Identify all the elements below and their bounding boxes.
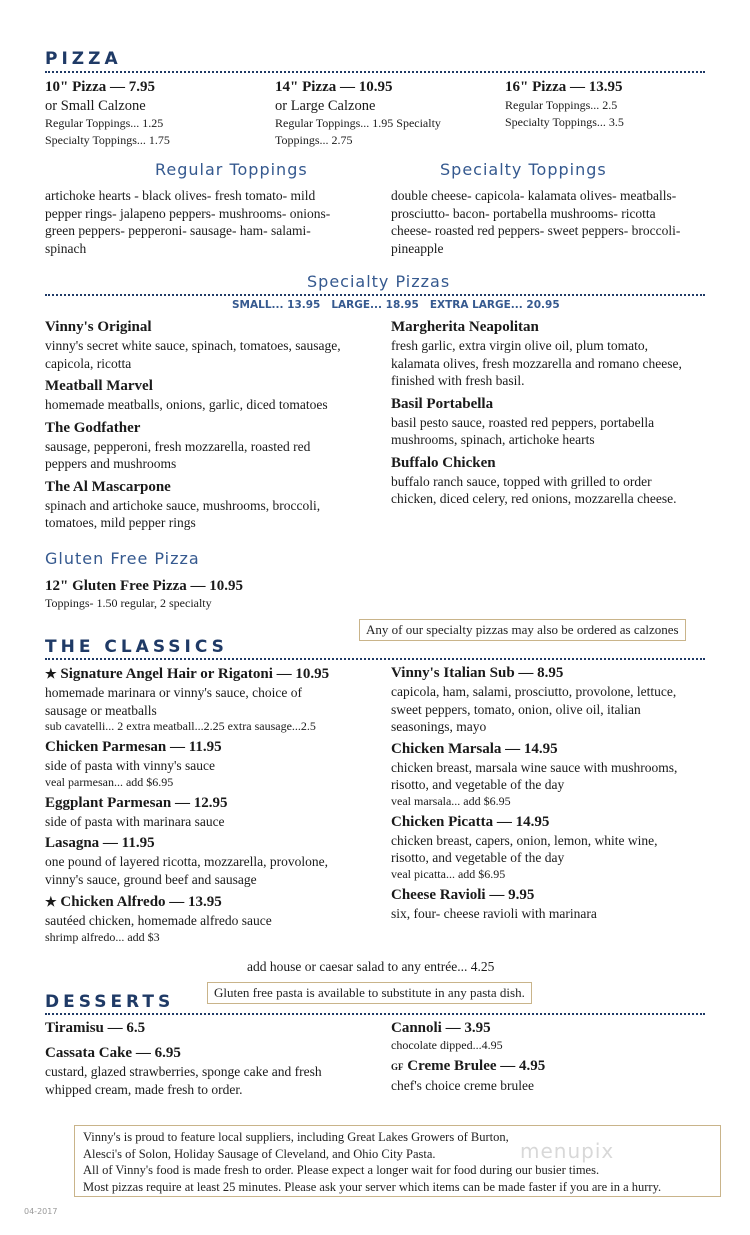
divider: [45, 71, 705, 73]
pizza-size-14: [275, 78, 441, 149]
size-name: 14" Pizza — 10.95: [275, 79, 393, 95]
menu-item: [45, 377, 365, 414]
item-name: Basil Portabella: [391, 395, 494, 412]
topping-line: green peppers- pepperoni- sausage- ham- salami-: [45, 223, 311, 238]
item-name: Eggplant Parmesan — 12.95: [45, 794, 228, 811]
classics-right-column: [391, 664, 721, 922]
item-desc: capicola, ham, salami, prosciutto, provolone, lettuce,: [391, 684, 677, 699]
menu-item: [45, 738, 380, 790]
item-name: Vinny's Italian Sub — 8.95: [391, 665, 564, 681]
item-note: veal parmesan... add $6.95: [45, 774, 174, 789]
specialty-left-column: [45, 318, 365, 532]
gluten-free-tag: GF: [391, 1062, 404, 1072]
suppliers-notice: [74, 1125, 721, 1197]
menu-item: [391, 740, 721, 809]
menu-item: [391, 813, 721, 882]
item-desc: seasonings, mayo: [391, 719, 487, 734]
size-alt: or Small Calzone: [45, 98, 146, 114]
date-code: 04-2017: [24, 1207, 58, 1216]
notice-line: Most pizzas require at least 25 minutes. Please ask your server which items can be made faster if you are in a hurry.: [83, 1179, 662, 1194]
topping-line: spinach: [45, 240, 87, 256]
size-name: 10" Pizza — 7.95: [45, 79, 155, 95]
regular-toppings-list: [45, 187, 330, 257]
item-name: Chicken Picatta — 14.95: [391, 813, 550, 830]
desserts-right-column: [391, 1019, 545, 1095]
menu-item: [391, 886, 721, 923]
item-name: 12" Gluten Free Pizza — 10.95: [45, 578, 244, 594]
specialty-toppings-list: [391, 187, 680, 257]
size-reg: Regular Toppings... 1.25: [45, 116, 164, 130]
item-desc: whipped cream, made fresh to order.: [45, 1081, 243, 1097]
item-desc: sautéed chicken, homemade alfredo sauce: [45, 913, 272, 928]
size-spec: Toppings... 2.75: [275, 133, 353, 147]
item-desc: risotto, and vegetable of the day: [391, 850, 565, 865]
item-desc: risotto, and vegetable of the day: [391, 777, 565, 792]
item-desc: buffalo ranch sauce, topped with grilled to order: [391, 473, 652, 489]
item-name: Tiramisu — 6.5: [45, 1020, 146, 1036]
divider: [45, 294, 705, 296]
pizza-heading: PIZZA: [45, 49, 122, 69]
desserts-left-column: [45, 1019, 322, 1098]
item-name: Chicken Parmesan — 11.95: [45, 739, 222, 755]
notice-line: All of Vinny's food is made fresh to order. Please expect a longer wait for food during our busier times.: [83, 1163, 600, 1177]
item-name: Meatball Marvel: [45, 378, 153, 394]
item-desc: vinny's sauce, ground beef and sausage: [45, 871, 257, 887]
menu-item: [391, 454, 711, 508]
item-name: Cannoli — 3.95: [391, 1020, 491, 1036]
item-name: Creme Brulee — 4.95: [407, 1058, 546, 1074]
topping-line: pepper rings- jalapeno peppers- mushrooms- onions-: [45, 205, 331, 221]
menu-item: [391, 395, 711, 449]
specialty-sizes: SMALL... 13.95 LARGE... 18.95 EXTRA LARGE... 20.95: [232, 299, 560, 311]
item-note: sub cavatelli... 2 extra meatball...2.25 extra sausage...2.5: [45, 719, 316, 733]
topping-line: double cheese- capicola- kalamata olives- meatballs-: [391, 188, 677, 203]
desserts-heading: DESSERTS: [45, 992, 175, 1012]
gluten-free-heading: Gluten Free Pizza: [45, 549, 200, 568]
item-note: veal marsala... add $6.95: [391, 793, 511, 808]
item-desc: chicken breast, capers, onion, lemon, white wine,: [391, 832, 658, 848]
specialty-pizzas-heading: Specialty Pizzas: [307, 272, 451, 291]
menu-item: [45, 318, 365, 372]
item-desc: chicken, diced celery, red onions, mozzarella cheese.: [391, 491, 677, 506]
item-name: The Al Mascarpone: [45, 478, 171, 495]
item-desc: tomatoes, mild pepper rings: [45, 515, 196, 530]
menu-item: [45, 664, 380, 734]
item-desc: Toppings- 1.50 regular, 2 specialty: [45, 596, 212, 610]
size-spec: Specialty Toppings... 3.5: [505, 115, 624, 129]
item-desc: homemade marinara or vinny's sauce, choice of: [45, 685, 302, 700]
specialty-toppings-heading: Specialty Toppings: [440, 160, 607, 179]
item-name: The Godfather: [45, 419, 141, 436]
item-desc: capicola, ricotta: [45, 355, 132, 371]
notice-line: Alesci's of Solon, Holiday Sausage of Cleveland, and Ohio City Pasta.: [83, 1146, 436, 1161]
item-name: Chicken Alfredo — 13.95: [60, 894, 222, 910]
gluten-free-item: [45, 577, 243, 611]
topping-line: pineapple: [391, 240, 444, 256]
size-reg: Regular Toppings... 2.5: [505, 98, 618, 112]
item-desc: homemade meatballs, onions, garlic, diced tomatoes: [45, 397, 328, 412]
menu-item: [45, 834, 380, 888]
item-name: Margherita Neapolitan: [391, 319, 539, 335]
star-icon: ★: [45, 666, 57, 681]
item-name: Buffalo Chicken: [391, 454, 496, 471]
item-desc: kalamata olives, fresh mozzarella and romano cheese,: [391, 355, 682, 371]
divider: [45, 658, 705, 660]
item-desc: chef's choice creme brulee: [391, 1078, 534, 1093]
topping-line: prosciutto- bacon- portabella mushrooms- ricotta: [391, 205, 656, 221]
item-desc: basil pesto sauce, roasted red peppers, portabella: [391, 414, 655, 430]
menu-item: [391, 318, 711, 390]
topping-line: artichoke hearts - black olives- fresh tomato- mild: [45, 188, 316, 203]
menu-item: [45, 794, 380, 831]
calzone-note: Any of our specialty pizzas may also be ordered as calzones: [359, 619, 686, 641]
item-desc: one pound of layered ricotta, mozzarella, provolone,: [45, 854, 329, 869]
gf-pasta-note: Gluten free pasta is available to substitute in any pasta dish.: [207, 982, 532, 1004]
item-desc: sweet peppers, tomato, onion, olive oil, italian: [391, 701, 641, 717]
item-name: Chicken Marsala — 14.95: [391, 740, 558, 757]
size-reg: Regular Toppings... 1.95 Specialty: [275, 116, 441, 130]
notice-line: Vinny's is proud to feature local suppliers, including Great Lakes Growers of Burton,: [83, 1130, 509, 1144]
item-desc: six, four- cheese ravioli with marinara: [391, 905, 597, 921]
classics-heading: THE CLASSICS: [45, 637, 228, 657]
pizza-size-10: [45, 78, 170, 149]
menu-item: [45, 478, 365, 532]
size-name: 16" Pizza — 13.95: [505, 79, 623, 95]
classics-left-column: [45, 664, 380, 945]
item-name: Vinny's Original: [45, 319, 152, 335]
item-desc: mushrooms, spinach, artichoke hearts: [391, 432, 595, 447]
item-desc: finished with fresh basil.: [391, 373, 525, 388]
item-desc: vinny's secret white sauce, spinach, tomatoes, sausage,: [45, 338, 341, 353]
salad-note: add house or caesar salad to any entrée... 4.25: [247, 959, 495, 974]
regular-toppings-heading: Regular Toppings: [155, 160, 308, 179]
item-desc: sausage, pepperoni, fresh mozzarella, roasted red: [45, 438, 311, 454]
item-note: chocolate dipped...4.95: [391, 1038, 503, 1052]
item-desc: sausage or meatballs: [45, 702, 157, 718]
item-note: veal picatta... add $6.95: [391, 866, 506, 881]
item-name: Cheese Ravioli — 9.95: [391, 886, 535, 903]
menu-item: [45, 892, 380, 945]
item-note: shrimp alfredo... add $3: [45, 929, 160, 944]
item-desc: spinach and artichoke sauce, mushrooms, broccoli,: [45, 497, 321, 513]
pizza-size-16: [505, 78, 624, 131]
divider: [45, 1013, 705, 1015]
specialty-right-column: [391, 318, 711, 508]
size-alt: or Large Calzone: [275, 98, 376, 114]
menu-item: [391, 664, 721, 736]
item-name: Signature Angel Hair or Rigatoni — 10.95: [60, 666, 330, 682]
size-spec: Specialty Toppings... 1.75: [45, 133, 170, 147]
menu-item: [45, 419, 365, 473]
topping-line: cheese- roasted red peppers- sweet peppers- broccoli-: [391, 223, 681, 238]
item-desc: custard, glazed strawberries, sponge cake and fresh: [45, 1064, 322, 1079]
item-desc: chicken breast, marsala wine sauce with mushrooms,: [391, 759, 678, 775]
item-name: Lasagna — 11.95: [45, 835, 155, 851]
item-desc: side of pasta with vinny's sauce: [45, 758, 216, 773]
item-desc: peppers and mushrooms: [45, 456, 177, 471]
item-name: Cassata Cake — 6.95: [45, 1045, 181, 1061]
star-icon: ★: [45, 894, 57, 909]
watermark: menupix: [520, 1139, 615, 1163]
item-desc: fresh garlic, extra virgin olive oil, plum tomato,: [391, 338, 648, 353]
item-desc: side of pasta with marinara sauce: [45, 813, 225, 829]
